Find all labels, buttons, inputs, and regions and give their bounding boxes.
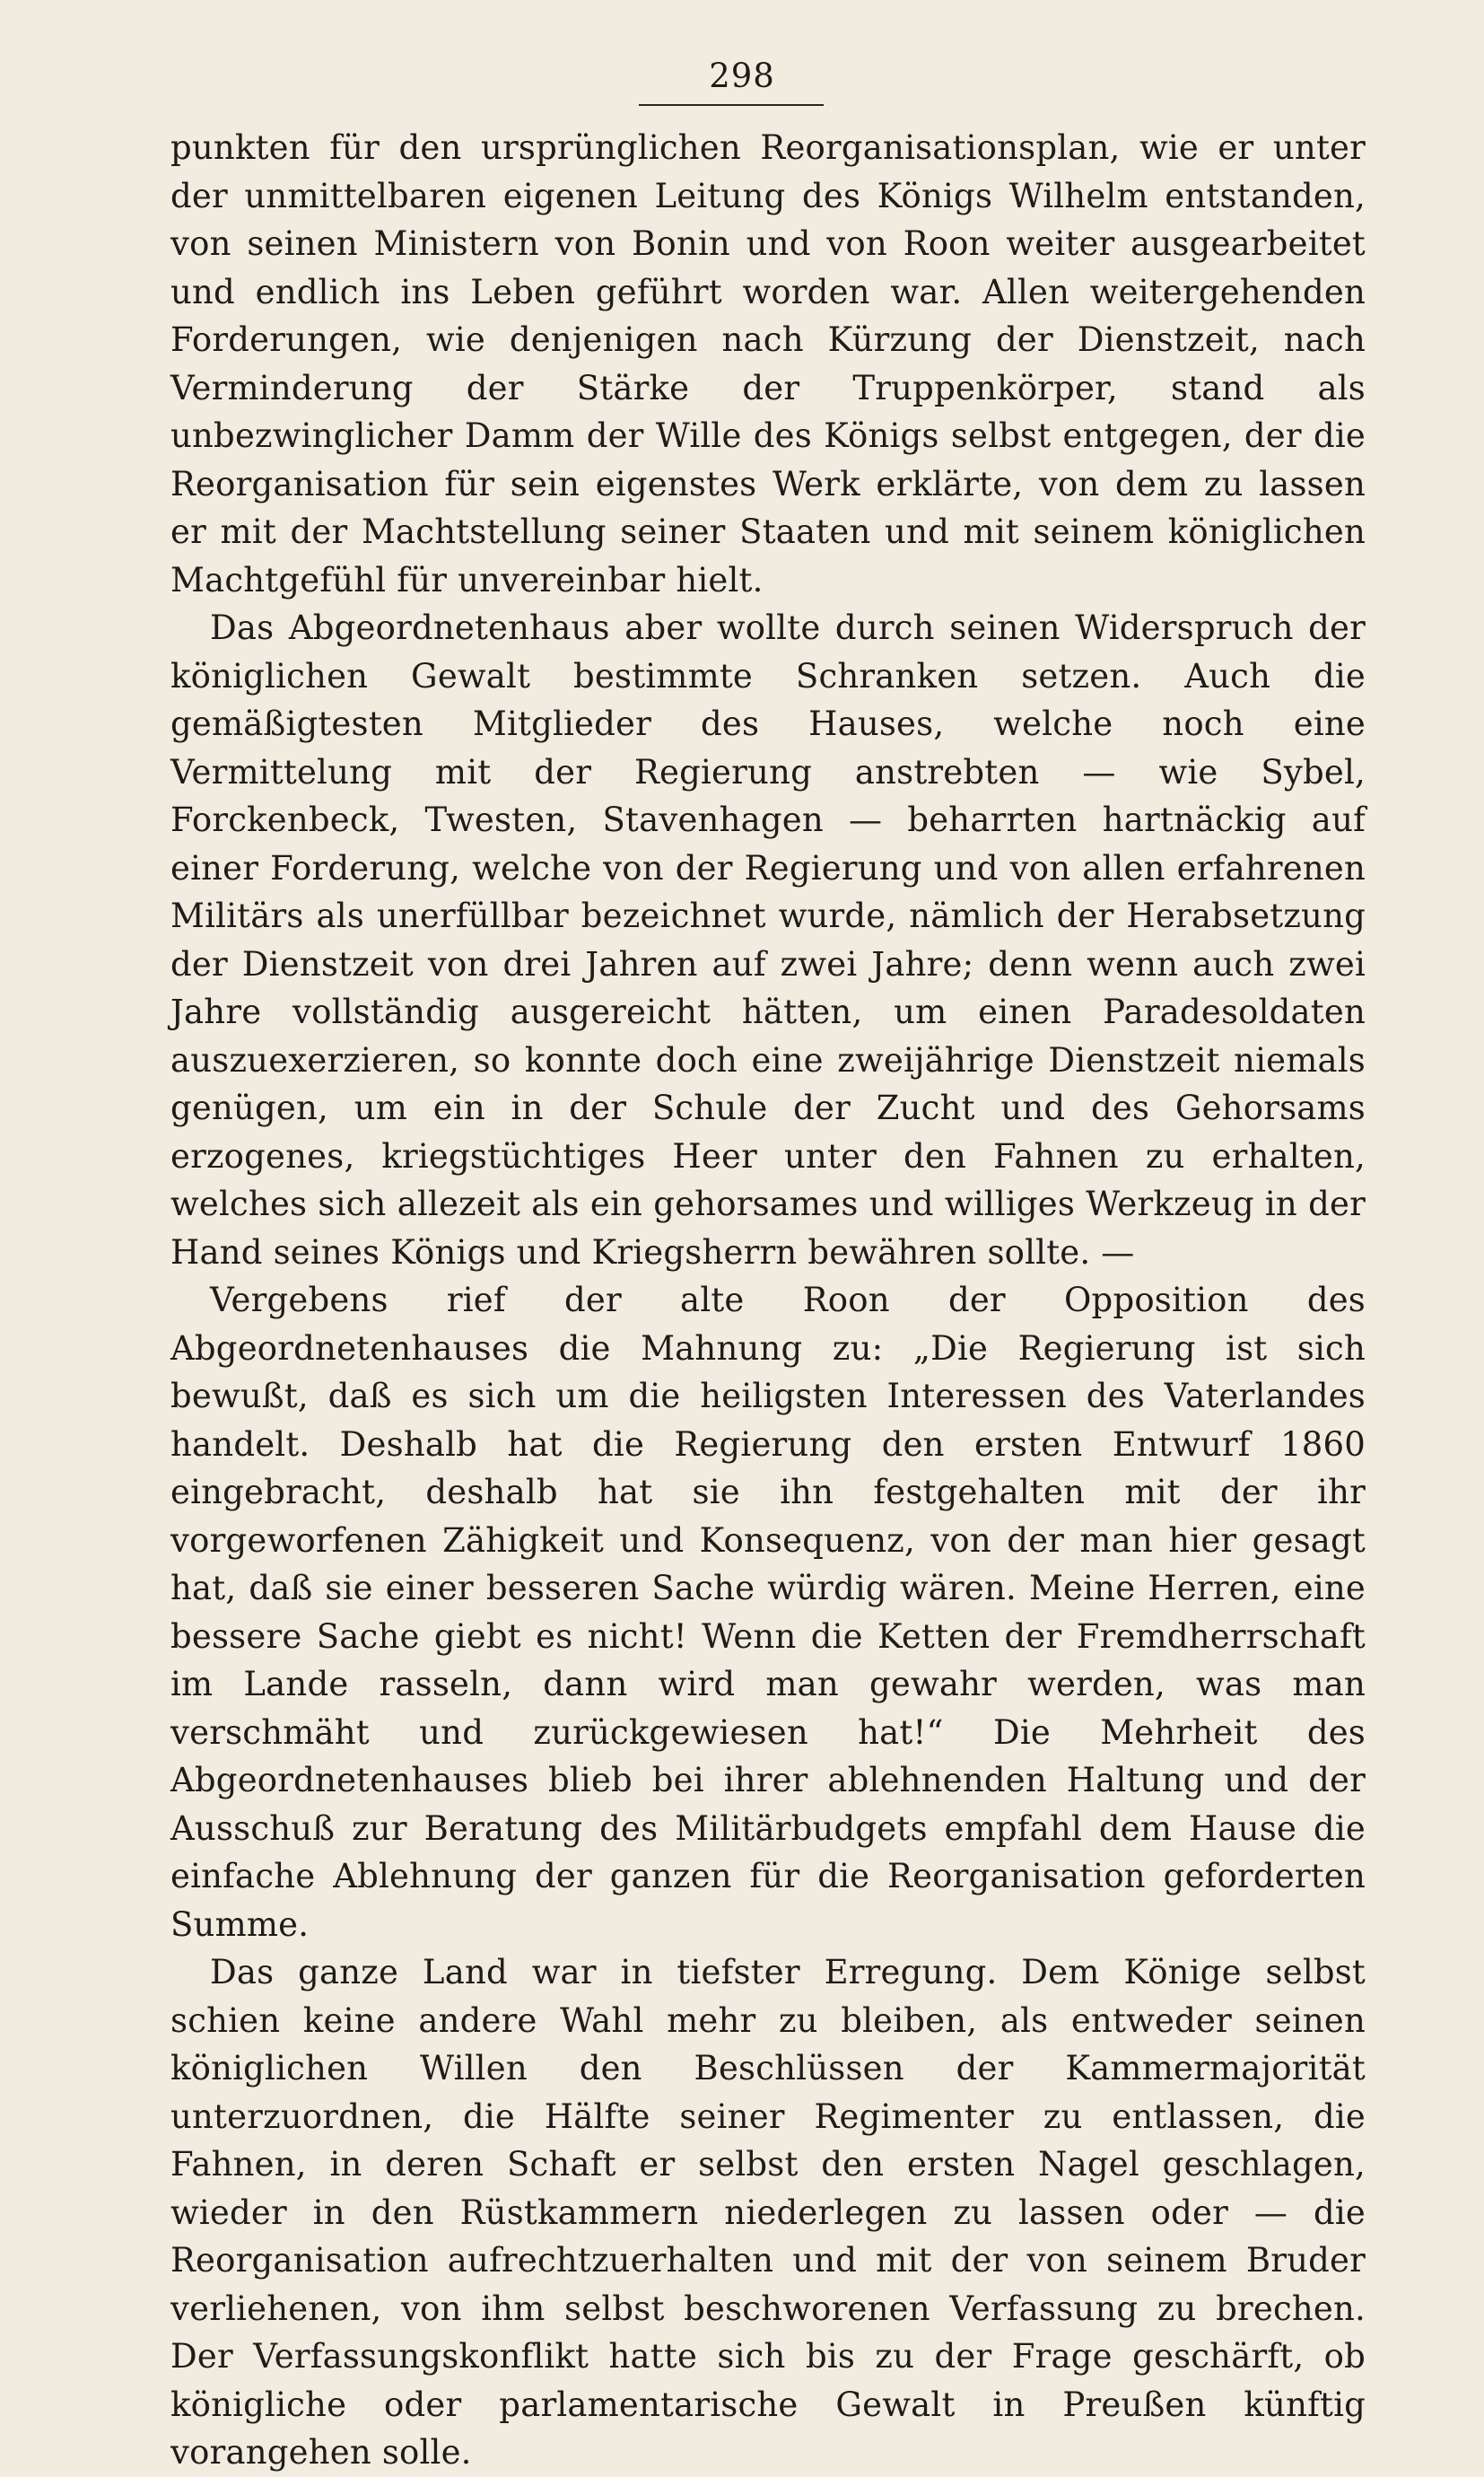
paragraph: punkten für den ursprünglichen Reorganisationsplan, wie er unter der unmittelbaren eigenen Leitung des Königs Wilhelm entstanden, von seinen Ministern von Bonin und von Roon weiter ausgearbeitet und endlich ins Leben geführt worden war. Allen weitergehenden Forderungen, wie denjenigen nach Kürzung der Dienstzeit, nach Verminderung der Stärke der Truppenkörper, stand als unbezwinglicher Damm der Wille des Königs selbst entgegen, der die Reorganisation für sein eigenstes Werk erklärte, von dem zu lassen er mit der Machtstellung seiner Staaten und mit seinem königlichen Machtgefühl für unvereinbar hielt.	[170, 128, 1366, 600]
paragraph: Das ganze Land war in tiefster Erregung. Dem Könige selbst schien keine andere Wahl mehr zu bleiben, als entweder seinen königlichen Willen den Beschlüssen der Kammermajorität unterzuordnen, die Hälfte seiner Regimenter zu entlassen, die Fahnen, in deren Schaft er selbst den ersten Nagel geschlagen, wieder in den Rüstkammern niederlegen zu lassen oder — die Reorganisation aufrechtzuerhalten und mit der von seinem Bruder verliehenen, von ihm selbst beschworenen Verfassung zu brechen. Der Verfassungskonflikt hatte sich bis zu der Frage geschärft, ob königliche oder parlamentarische Gewalt in Preußen künftig vorangehen solle.	[170, 1953, 1366, 2472]
header-rule	[639, 104, 824, 106]
body-text	[170, 124, 1366, 2477]
page-number: 298	[709, 57, 775, 95]
paragraph: Das Abgeordnetenhaus aber wollte durch seinen Widerspruch der königlichen Gewalt bestimmte Schranken setzen. Auch die gemäßigtesten Mitglieder des Hauses, welche noch eine Vermittelung mit der Regierung anstrebten — wie Sybel, Forckenbeck, Twesten, Stavenhagen — beharrten hartnäckig auf einer Forderung, welche von der Regierung und von allen erfahrenen Militärs als unerfüllbar bezeichnet wurde, nämlich der Herabsetzung der Dienstzeit von drei Jahren auf zwei Jahre; denn wenn auch zwei Jahre vollständig ausgereicht hätten, um einen Paradesoldaten auszuexerzieren, so konnte doch eine zweijährige Dienstzeit niemals genügen, um ein in der Schule der Zucht und des Gehorsams erzogenes, kriegstüchtiges Heer unter den Fahnen zu erhalten, welches sich allezeit als ein gehorsames und williges Werkzeug in der Hand seines Königs und Kriegsherrn bewähren sollte. —	[170, 608, 1366, 1272]
paragraph: Vergebens rief der alte Roon der Opposition des Abgeordnetenhauses die Mahnung zu: „Die Regierung ist sich bewußt, daß es sich um die heiligsten Interessen des Vaterlandes handelt. Deshalb hat die Regierung den ersten Entwurf 1860 eingebracht, deshalb hat sie ihn festgehalten mit der ihr vorgeworfenen Zähigkeit und Konsequenz, von der man hier gesagt hat, daß sie einer besseren Sache würdig wären. Meine Herren, eine bessere Sache giebt es nicht! Wenn die Ketten der Fremdherrschaft im Lande rasseln, dann wird man gewahr werden, was man verschmäht und zurückgewiesen hat!“ Die Mehrheit des Abgeordnetenhauses blieb bei ihrer ablehnenden Haltung und der Ausschuß zur Beratung des Militärbudgets empfahl dem Hause die einfache Ablehnung der ganzen für die Reorganisation geforderten Summe.	[170, 1281, 1366, 1944]
